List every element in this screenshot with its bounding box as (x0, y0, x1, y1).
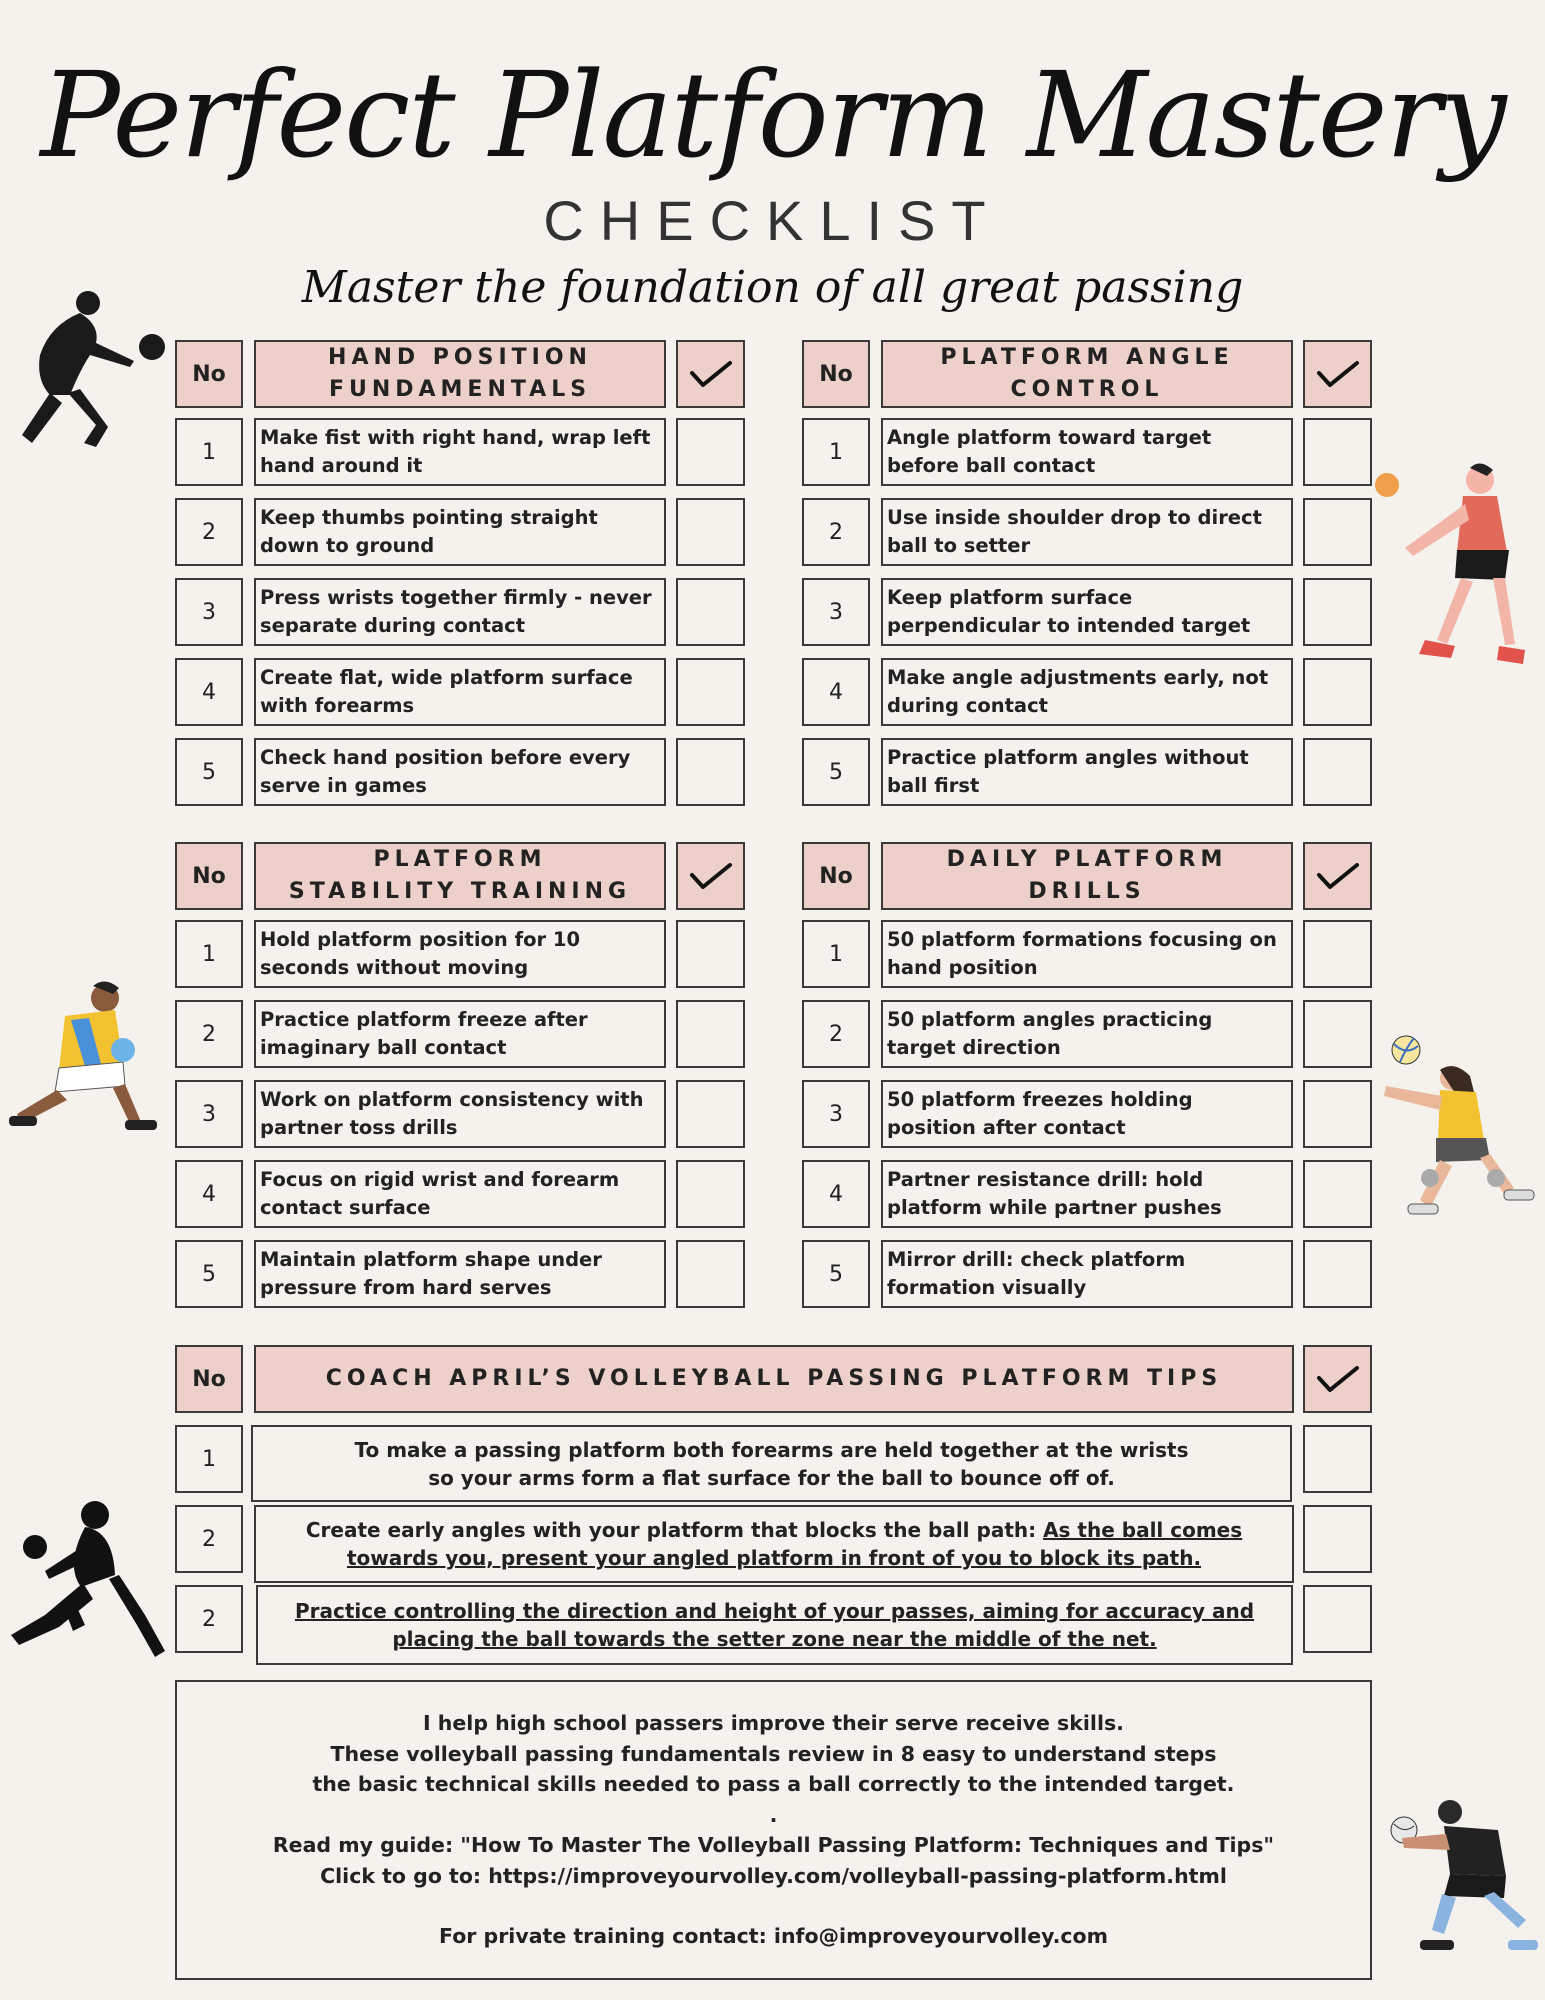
hand-position-item-number: 2 (175, 498, 243, 566)
tips-no-header: No (175, 1345, 243, 1413)
volleyball-player-illustration (10, 285, 170, 455)
platform-stability-item-checkbox[interactable] (676, 1080, 745, 1148)
platform-stability-item-number: 1 (175, 920, 243, 988)
platform-stability-item-checkbox[interactable] (676, 1000, 745, 1068)
daily-drills-item-text: 50 platform freezes holding position after contact (881, 1080, 1293, 1148)
platform-angle-item-checkbox[interactable] (1303, 658, 1372, 726)
platform-angle-item-text: Practice platform angles without ball first (881, 738, 1293, 806)
platform-angle-section-title: PLATFORM ANGLE CONTROL (881, 340, 1293, 408)
checkmark-icon (689, 359, 733, 389)
platform-angle-check-header (1303, 340, 1372, 408)
hand-position-item-checkbox[interactable] (676, 738, 745, 806)
platform-stability-check-header (676, 842, 745, 910)
daily-drills-no-header: No (802, 842, 870, 910)
volleyball-player-illustration (1380, 1790, 1540, 1980)
platform-angle-no-header: No (802, 340, 870, 408)
checkmark-icon (689, 861, 733, 891)
platform-stability-section-title: PLATFORM STABILITY TRAINING (254, 842, 666, 910)
contact-email[interactable]: For private training contact: info@improveyourvolley.com (439, 1924, 1108, 1948)
checkmark-icon (1316, 861, 1360, 891)
tip-checkbox[interactable] (1303, 1505, 1372, 1573)
page-title: Perfect Platform Mastery (40, 46, 1505, 184)
platform-stability-item-checkbox[interactable] (676, 1240, 745, 1308)
platform-stability-item-checkbox[interactable] (676, 1160, 745, 1228)
platform-stability-item-number: 2 (175, 1000, 243, 1068)
platform-angle-item-number: 2 (802, 498, 870, 566)
tips-check-header (1303, 1345, 1372, 1413)
platform-angle-item-checkbox[interactable] (1303, 418, 1372, 486)
platform-angle-item-checkbox[interactable] (1303, 498, 1372, 566)
info-box: I help high school passers improve their serve receive skills. These volleyball passing fundamentals review in 8 easy to understand steps the basic technical skills needed to pass a ball correctly to the intended target. . Read my guide: "How To Master The Volleyball Passing Platform: Techniques and Tips" Click to go to: https://improveyourvolley.com/volleyball-passing-platform.html For private training contact: info@improveyourvolley.com (175, 1680, 1372, 1980)
hand-position-item-number: 1 (175, 418, 243, 486)
volleyball-player-illustration (1375, 460, 1540, 680)
platform-stability-item-text: Focus on rigid wrist and forearm contact surface (254, 1160, 666, 1228)
tip-number: 2 (175, 1585, 243, 1653)
page-tagline: Master the foundation of all great passing (301, 262, 1244, 313)
daily-drills-item-number: 4 (802, 1160, 870, 1228)
daily-drills-item-checkbox[interactable] (1303, 1000, 1372, 1068)
guide-link[interactable]: Click to go to: https://improveyourvolley.com/volleyball-passing-platform.html (320, 1863, 1227, 1888)
tip-number: 1 (175, 1425, 243, 1493)
daily-drills-item-text: 50 platform angles practicing target direction (881, 1000, 1293, 1068)
tips-title: COACH APRIL’S VOLLEYBALL PASSING PLATFORM TIPS (254, 1345, 1294, 1413)
platform-stability-item-text: Work on platform consistency with partner toss drills (254, 1080, 666, 1148)
tip-checkbox[interactable] (1303, 1425, 1372, 1493)
daily-drills-item-checkbox[interactable] (1303, 920, 1372, 988)
daily-drills-item-number: 3 (802, 1080, 870, 1148)
daily-drills-item-text: Partner resistance drill: hold platform while partner pushes (881, 1160, 1293, 1228)
platform-angle-item-number: 1 (802, 418, 870, 486)
daily-drills-item-checkbox[interactable] (1303, 1080, 1372, 1148)
tip-text: Create early angles with your platform that blocks the ball path: As the ball comes towards you, present your angled platform in front of you to block its path. (254, 1505, 1294, 1583)
platform-angle-item-checkbox[interactable] (1303, 738, 1372, 806)
hand-position-item-text: Create flat, wide platform surface with forearms (254, 658, 666, 726)
platform-angle-item-number: 4 (802, 658, 870, 726)
daily-drills-item-checkbox[interactable] (1303, 1240, 1372, 1308)
platform-angle-item-text: Keep platform surface perpendicular to intended target (881, 578, 1293, 646)
hand-position-item-text: Make fist with right hand, wrap left hand around it (254, 418, 666, 486)
platform-stability-item-text: Practice platform freeze after imaginary ball contact (254, 1000, 666, 1068)
daily-drills-item-checkbox[interactable] (1303, 1160, 1372, 1228)
checkmark-icon (1316, 359, 1360, 389)
tip-checkbox[interactable] (1303, 1585, 1372, 1653)
tip-text: To make a passing platform both forearms are held together at the wrists so your arms form a flat surface for the ball to bounce off of. (251, 1425, 1292, 1502)
platform-angle-item-text: Make angle adjustments early, not during contact (881, 658, 1293, 726)
hand-position-check-header (676, 340, 745, 408)
volleyball-player-illustration (5, 980, 160, 1140)
platform-stability-item-text: Maintain platform shape under pressure from hard serves (254, 1240, 666, 1308)
tip-text: Practice controlling the direction and height of your passes, aiming for accuracy and placing the ball towards the setter zone near the middle of the net. (256, 1585, 1293, 1665)
tip-number: 2 (175, 1505, 243, 1573)
hand-position-item-checkbox[interactable] (676, 578, 745, 646)
platform-angle-item-number: 5 (802, 738, 870, 806)
daily-drills-item-text: Mirror drill: check platform formation visually (881, 1240, 1293, 1308)
platform-stability-item-checkbox[interactable] (676, 920, 745, 988)
daily-drills-item-number: 5 (802, 1240, 870, 1308)
daily-drills-check-header (1303, 842, 1372, 910)
hand-position-item-checkbox[interactable] (676, 658, 745, 726)
platform-stability-item-number: 5 (175, 1240, 243, 1308)
hand-position-item-checkbox[interactable] (676, 418, 745, 486)
hand-position-item-number: 4 (175, 658, 243, 726)
checkmark-icon (1316, 1364, 1360, 1394)
daily-drills-item-text: 50 platform formations focusing on hand position (881, 920, 1293, 988)
volleyball-player-illustration (1380, 1030, 1540, 1225)
platform-angle-item-number: 3 (802, 578, 870, 646)
platform-stability-item-text: Hold platform position for 10 seconds without moving (254, 920, 666, 988)
daily-drills-item-number: 1 (802, 920, 870, 988)
volleyball-player-illustration (5, 1495, 170, 1675)
daily-drills-section-title: DAILY PLATFORM DRILLS (881, 842, 1293, 910)
hand-position-section-title: HAND POSITION FUNDAMENTALS (254, 340, 666, 408)
hand-position-item-text: Keep thumbs pointing straight down to ground (254, 498, 666, 566)
platform-stability-item-number: 3 (175, 1080, 243, 1148)
hand-position-item-number: 5 (175, 738, 243, 806)
platform-stability-no-header: No (175, 842, 243, 910)
platform-angle-item-checkbox[interactable] (1303, 578, 1372, 646)
platform-angle-item-text: Use inside shoulder drop to direct ball to setter (881, 498, 1293, 566)
hand-position-item-number: 3 (175, 578, 243, 646)
platform-angle-item-text: Angle platform toward target before ball contact (881, 418, 1293, 486)
platform-stability-item-number: 4 (175, 1160, 243, 1228)
hand-position-item-text: Press wrists together firmly - never separate during contact (254, 578, 666, 646)
hand-position-no-header: No (175, 340, 243, 408)
hand-position-item-text: Check hand position before every serve in games (254, 738, 666, 806)
daily-drills-item-number: 2 (802, 1000, 870, 1068)
hand-position-item-checkbox[interactable] (676, 498, 745, 566)
page-subtitle: CHECKLIST (543, 189, 1002, 252)
